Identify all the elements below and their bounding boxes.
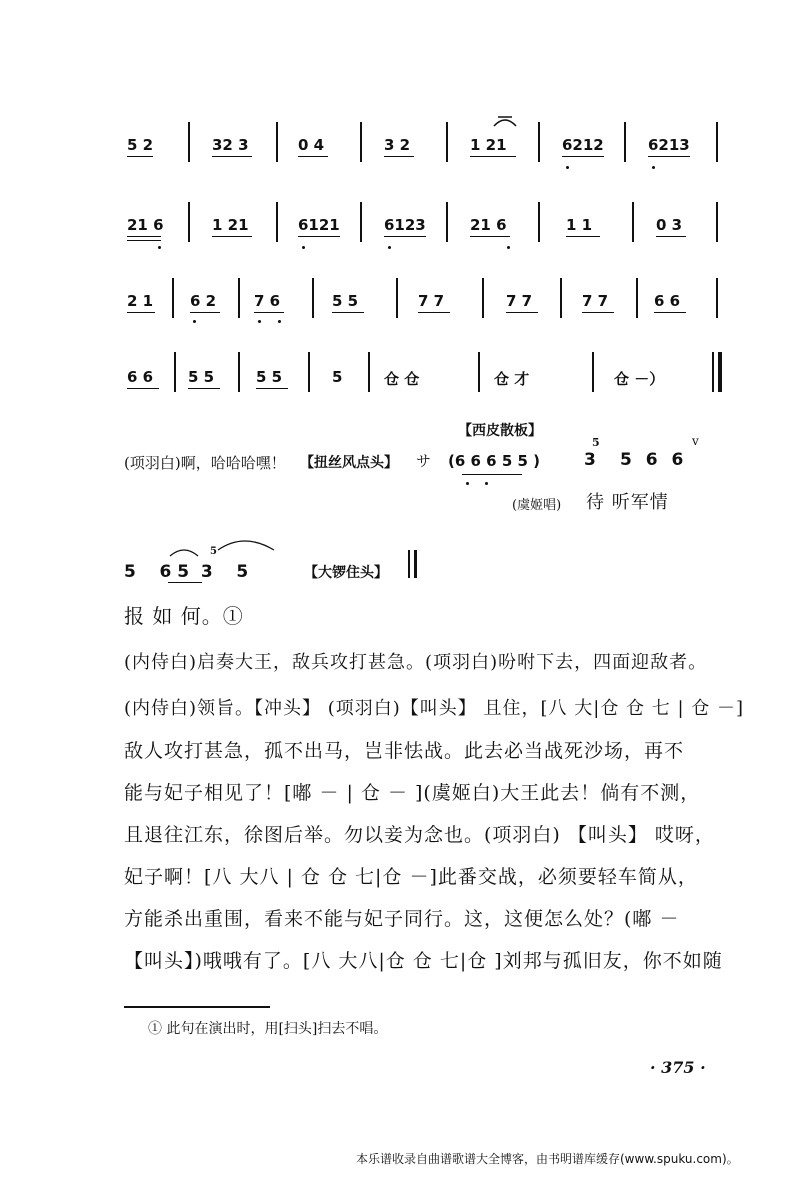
- measure: 7 7: [418, 292, 445, 310]
- measure: 21 6: [470, 216, 507, 234]
- measure: 5 2: [127, 136, 154, 154]
- prose-line: 【叫头】)哦哦有了。[八 大八|仓 仓 七|仓 ]刘邦与孤旧友，你不如随: [124, 950, 723, 972]
- yuji-lyric: 待 听军情: [586, 492, 669, 513]
- prose-line: 且退往江东，徐图后举。勿以妾为念也。(项羽白) 【叫头】 哎呀，: [124, 824, 715, 846]
- measure: 1 1: [566, 216, 593, 234]
- page-number: · 375 ·: [650, 1058, 706, 1077]
- banban-label: 【西皮散板】: [458, 423, 542, 439]
- slurs: [162, 538, 282, 562]
- melody-line-6: 5 6 5 3 5: [124, 562, 249, 582]
- measure: 5: [332, 368, 343, 386]
- footnote: ① 此句在演出时，用[扫头]扫去不唱。: [148, 1021, 388, 1037]
- grace-note: 5: [210, 546, 217, 557]
- measure: 2 1: [127, 292, 154, 310]
- watermark: 本乐谱收录自曲谱歌谱大全博客，由书明谱库缓存(www.spuku.com)。: [356, 1152, 739, 1166]
- measure: 仓 仓: [384, 370, 420, 388]
- measure: 0 3: [656, 216, 683, 234]
- footnote-rule: [124, 1006, 270, 1008]
- measure: 5 5: [332, 292, 359, 310]
- cue-label: 【大锣住头】: [304, 565, 388, 581]
- melody-notes: (6 6 6 5 5 ): [448, 452, 541, 470]
- prose-line: (内侍白)领旨。【冲头】 (项羽白)【叫头】 且住，[八 大|仓 仓 七 | 仓 －]: [124, 698, 745, 719]
- speaker-line: (项羽白)啊，哈哈哈嘿！: [124, 454, 286, 472]
- measure: 6121: [298, 216, 340, 234]
- measure: 仓 －）: [614, 370, 665, 388]
- prose-line: (内侍白)启奏大王，敌兵攻打甚急。(项羽白)吩咐下去，四面迎敌者。: [124, 652, 708, 673]
- lyric-line: 报 如 何。①: [124, 604, 244, 628]
- measure: 6 2: [190, 292, 217, 310]
- measure: 仓 才: [494, 370, 530, 388]
- measure: 21 6: [127, 216, 164, 234]
- tail-notes: 5 6 6: [620, 450, 688, 470]
- measure: 7 7: [582, 292, 609, 310]
- free-meter-symbol: サ: [416, 452, 432, 470]
- measure: 6212: [562, 136, 604, 154]
- measure: 5 5: [188, 368, 215, 386]
- measure: 6 6: [127, 368, 154, 386]
- measure: 6213: [648, 136, 690, 154]
- measure: 7 6: [254, 292, 281, 310]
- measure: 6 6: [654, 292, 681, 310]
- cue-label: 【扭丝风点头】: [300, 455, 398, 471]
- measure: 32 3: [212, 136, 249, 154]
- measure: 7 7: [506, 292, 533, 310]
- measure: 0 4: [298, 136, 325, 154]
- measure: 1 21: [470, 136, 507, 154]
- prose-line: 敌人攻打甚急，孤不出马，岂非怯战。此去必当战死沙场，再不: [124, 740, 685, 762]
- tie-slur: [492, 114, 518, 130]
- prose-line: 妃子啊！[八 大八 | 仓 仓 七|仓 －]此番交战，必须要轻车简从，: [124, 866, 698, 888]
- yuji-speaker: (虞姬唱): [512, 498, 562, 513]
- grace-main: 3: [584, 450, 596, 470]
- measure: 1 21: [212, 216, 249, 234]
- prose-line: 能与妃子相见了！[嘟 － | 仓 － ](虞姬白)大王此去！倘有不测，: [124, 782, 701, 804]
- measure: 5 5: [256, 368, 283, 386]
- measure: 6123: [384, 216, 426, 234]
- measure: 3 2: [384, 136, 411, 154]
- grace-note: 5: [592, 436, 600, 449]
- prose-line: 方能杀出重围，看来不能与妃子同行。这，这便怎么处？(嘟 －: [124, 908, 680, 930]
- breath-mark: v: [692, 434, 699, 448]
